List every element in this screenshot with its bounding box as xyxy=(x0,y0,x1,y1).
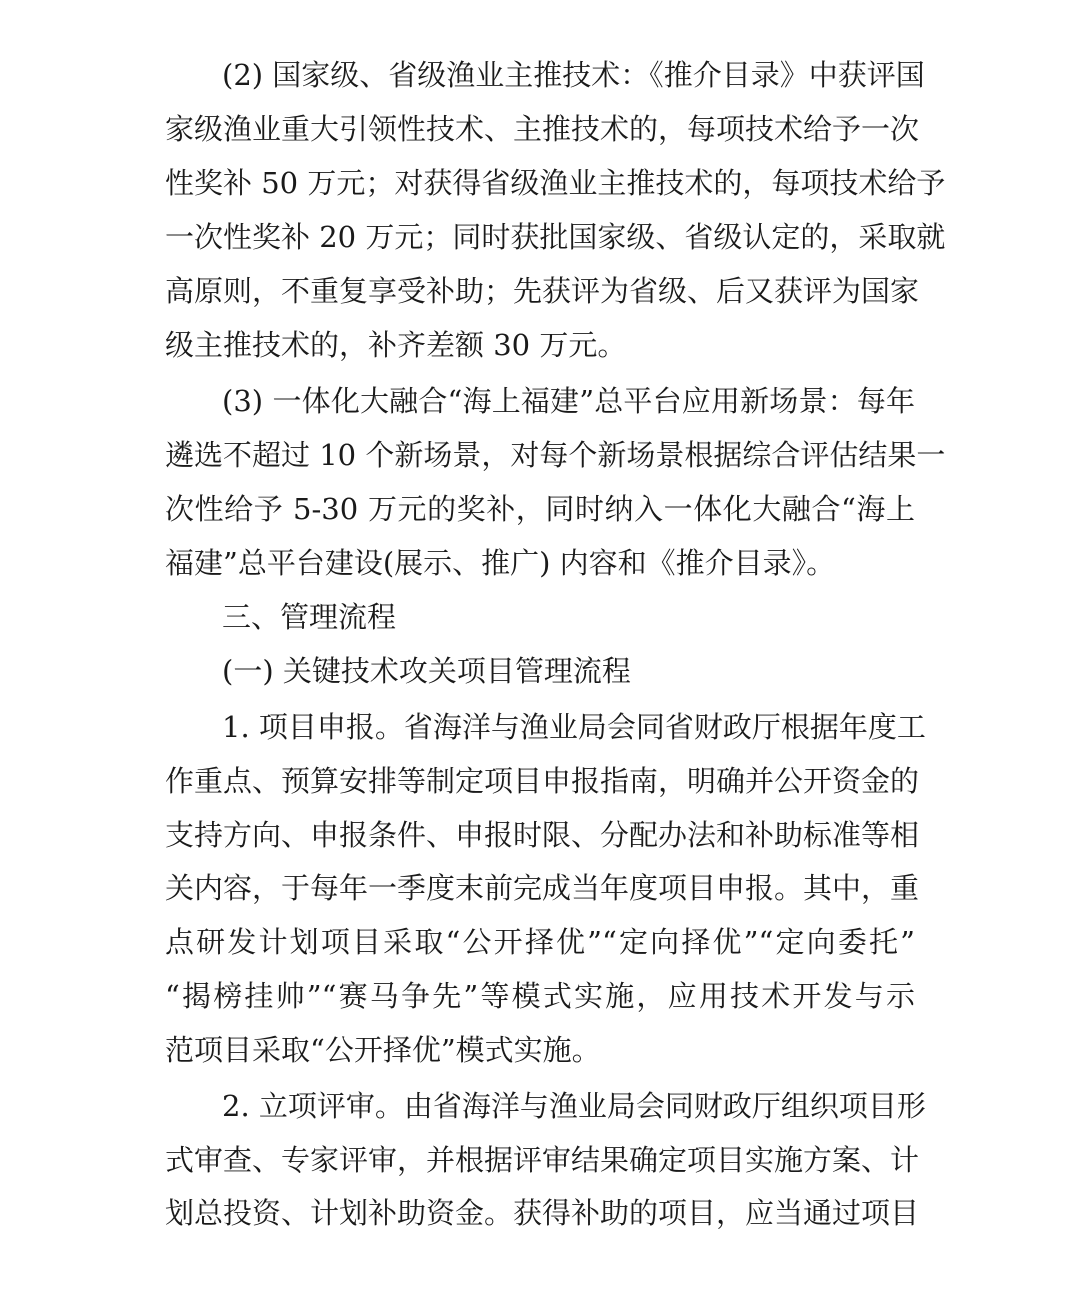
paragraph-line: (3) 一体化大融合“海上福建”总平台应用新场景：每年 xyxy=(222,384,915,418)
paragraph-line: “揭榜挂帅”“赛马争先”等模式实施，应用技术开发与示 xyxy=(165,979,915,1013)
paragraph-line: 划总投资、计划补助资金。获得补助的项目，应当通过项目 xyxy=(165,1196,920,1230)
paragraph-line: 范项目采取“公开择优”模式实施。 xyxy=(165,1033,601,1067)
section-heading: 三、管理流程 xyxy=(222,600,397,634)
paragraph-line: 福建”总平台建设(展示、推广) 内容和《推介目录》。 xyxy=(165,546,836,580)
paragraph-line: 点研发计划项目采取“公开择优”“定向择优”“定向委托” xyxy=(165,925,915,959)
paragraph-line: 次性给予 5-30 万元的奖补，同时纳入一体化大融合“海上 xyxy=(165,492,915,526)
paragraph-line: 高原则，不重复享受补助；先获评为省级、后又获评为国家 xyxy=(165,274,920,308)
paragraph-line: 家级渔业重大引领性技术、主推技术的，每项技术给予一次 xyxy=(165,112,920,146)
paragraph-line: 式审查、专家评审，并根据评审结果确定项目实施方案、计 xyxy=(165,1143,920,1177)
paragraph-line: 2. 立项评审。由省海洋与渔业局会同财政厅组织项目形 xyxy=(222,1089,926,1123)
paragraph-line: (2) 国家级、省级渔业主推技术：《推介目录》中获评国 xyxy=(222,58,925,92)
subsection-heading: (一) 关键技术攻关项目管理流程 xyxy=(222,654,631,688)
paragraph-line: 性奖补 50 万元；对获得省级渔业主推技术的，每项技术给予 xyxy=(165,166,946,200)
paragraph-line: 一次性奖补 20 万元；同时获批国家级、省级认定的，采取就 xyxy=(165,220,946,254)
paragraph-line: 支持方向、申报条件、申报时限、分配办法和补助标准等相 xyxy=(165,818,920,852)
paragraph-line: 关内容，于每年一季度末前完成当年度项目申报。其中，重 xyxy=(165,871,920,905)
paragraph-line: 作重点、预算安排等制定项目申报指南，明确并公开资金的 xyxy=(165,764,920,798)
paragraph-line: 1. 项目申报。省海洋与渔业局会同省财政厅根据年度工 xyxy=(222,710,926,744)
paragraph-line: 级主推技术的，补齐差额 30 万元。 xyxy=(165,328,627,362)
paragraph-line: 遴选不超过 10 个新场景，对每个新场景根据综合评估结果一 xyxy=(165,438,946,472)
